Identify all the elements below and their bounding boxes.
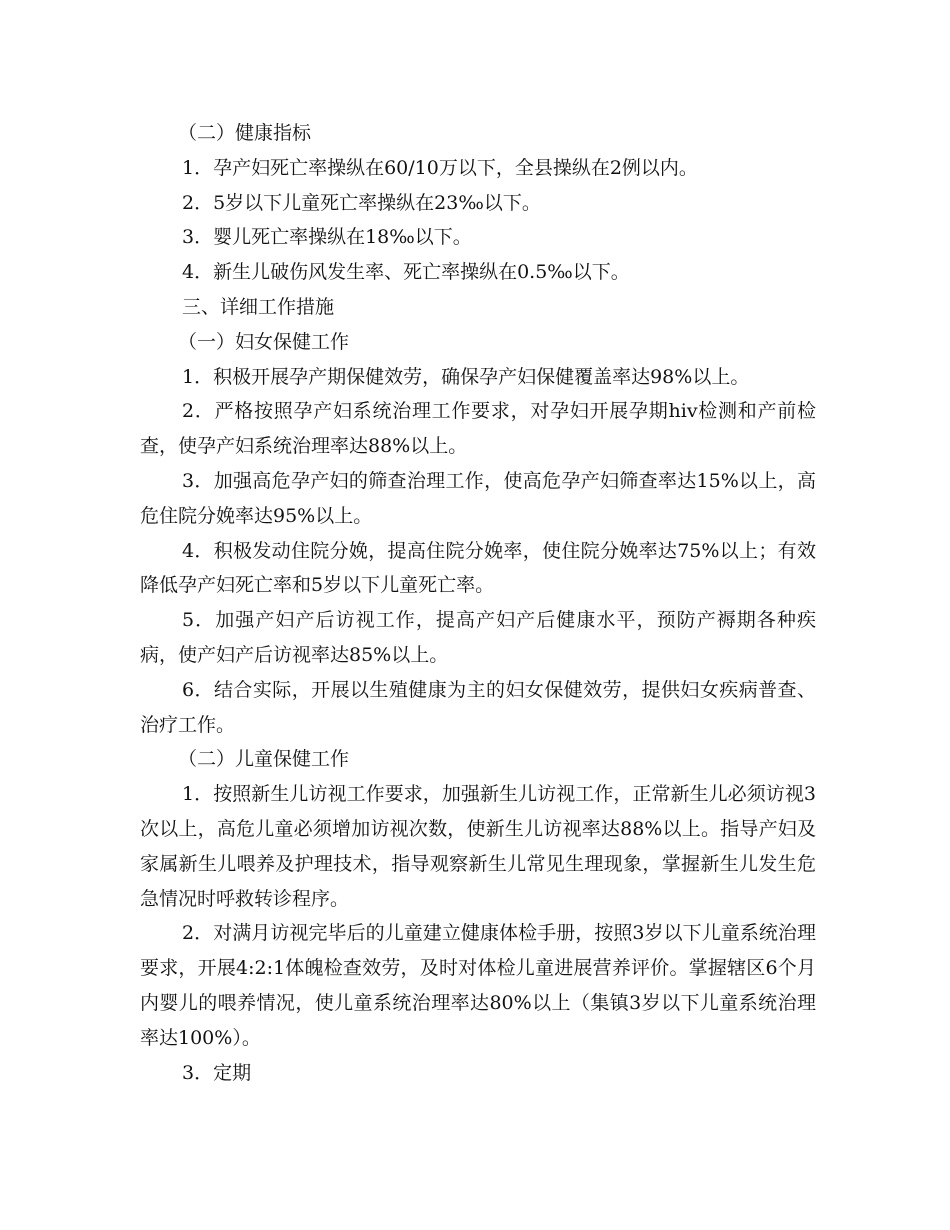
section-heading-health-indicators: （二）健康指标 [178,122,312,144]
list-item: 1．积极开展孕产期保健效劳，确保孕产妇保健覆盖率达98%以上。 [182,365,750,388]
list-item: 4．积极发动住院分娩，提高住院分娩率，使住院分娩率达75%以上；有效降低孕产妇死亡率和5岁以下儿童死亡率。 [140,539,816,597]
section-heading-measures: 三、详细工作措施 [182,295,335,318]
section-heading-child-health: （二）儿童保健工作 [178,748,350,771]
list-item: 1．孕产妇死亡率操纵在60/10万以下，全县操纵在2例以内。 [182,156,698,179]
list-item: 2．严格按照孕产妇系统治理工作要求，对孕妇开展孕期hiv检测和产前检查，使孕产妇系统治理率达88%以上。 [140,400,816,458]
list-item: 3．加强高危孕产妇的筛查治理工作，使高危孕产妇筛查率达15%以上，高危住院分娩率达95%以上。 [140,469,816,527]
list-item: 2．5岁以下儿童死亡率操纵在23‰以下。 [182,191,541,214]
section-heading-women-health: （一）妇女保健工作 [178,330,350,353]
list-item: 5．加强产妇产后访视工作，提高产妇产后健康水平，预防产褥期各种疾病，使产妇产后访视率达85%以上。 [140,609,816,666]
document-body [140,116,816,1090]
list-item: 2．对满月访视完毕后的儿童建立健康体检手册，按照3岁以下儿童系统治理要求，开展4:2:1体魄检查效劳，及时对体检儿童进展营养评价。掌握辖区6个月内婴儿的喂养情况，使儿童系统治理率达80%以上（集镇3岁以下儿童系统治理率达100%）。 [140,922,816,1049]
list-item: 6．结合实际，开展以生殖健康为主的妇女保健效劳，提供妇女疾病普查、治疗工作。 [140,678,816,736]
list-item: 3．婴儿死亡率操纵在18‰以下。 [182,226,472,249]
list-item: 4．新生儿破伤风发生率、死亡率操纵在0.5‰以下。 [182,261,630,284]
list-item: 3．定期 [182,1061,252,1084]
list-item: 1．按照新生儿访视工作要求，加强新生儿访视工作，正常新生儿必须访视3次以上，高危儿童必须增加访视次数，使新生儿访视率达88%以上。指导产妇及家属新生儿喂养及护理技术，指导观察新生儿常见生理现象，掌握新生儿发生危急情况时呼救转诊程序。 [140,783,816,910]
